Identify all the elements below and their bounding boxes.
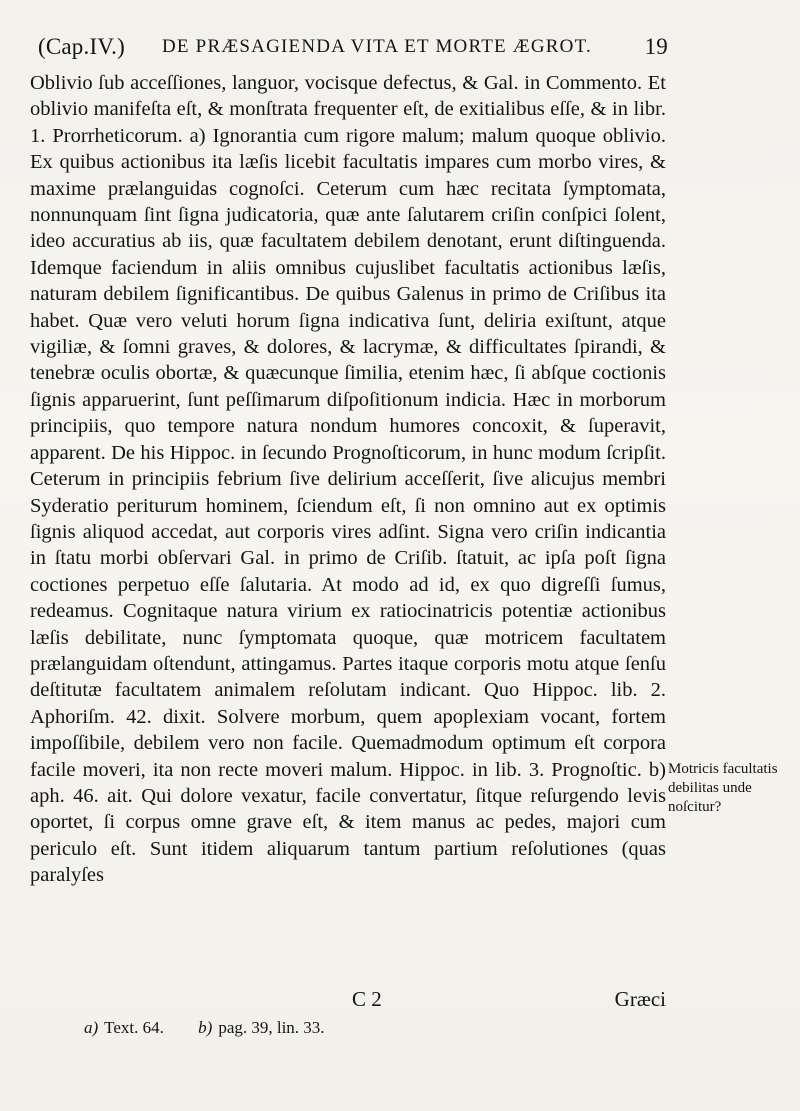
chapter-label: (Cap.IV.) bbox=[38, 34, 125, 59]
catchword: Græci bbox=[614, 987, 666, 1011]
body-text bbox=[30, 70, 666, 889]
footnote-mark: b) bbox=[198, 1018, 213, 1037]
footnote-text: pag. 39, lin. 33. bbox=[218, 1018, 325, 1037]
footnotes bbox=[84, 1015, 484, 1041]
main-paragraph: Oblivio ſub acceſſiones, languor, vocisque defectus, & Gal. in Commento. Et oblivio manifeſta eſt, & monſtrata frequenter eſt, de exitialibus eſſe, & in libr. 1. Prorrheticorum. a) Ignorantia cum rigore malum; malum quoque oblivio. Ex quibus actionibus ita læſis licebit facultatis impares cum morbo vires, & maxime prælanguidas cognoſci. Ceterum cum hæc recitata ſymptomata, nonnunquam ſint ſigna judicatoria, quæ ante ſalutarem criſin conſpici ſolent, ideo accuratius ab iis, quæ facultatem debilem denotant, erunt diſtinguenda. Idemque faciendum in aliis omnibus cujuslibet facultatis actionibus læſis, naturam debilem ſignificantibus. De quibus Galenus in primo de Criſibus ita habet. Quæ vero veluti horum ſigna indicativa ſunt, deliria exiſtunt, atque vigiliæ, & ſomni graves, & dolores, & lacrymæ, & difficultates ſpirandi, & tenebræ oculis obortæ, & quæcunque ſimilia, etenim hæc, ſi abſque coctionis ſignis apparuerint, ſunt peſſimarum diſpoſitionum indicia. Hæc in morborum principiis, quo tempore natura nondum humores concoxit, & ſuperavit, apparent. De his Hippoc. in ſecundo Prognoſticorum, in hunc modum ſcripſit. Ceterum in principiis febrium ſive delirium acceſſerit, ſive alicujus membri Syderatio periturum hominem, ſciendum eſt, ſi non omnino aut ex optimis ſignis aliquod accedat, aut corporis vires adſint. Signa vero criſin indicantia in ſtatu morbi obſervari Gal. in primo de Criſib. ſtatuit, ac ipſa poſt ſigna coctiones perpetuo eſſe ſalutaria. At modo ad id, ex quo digreſſi ſumus, redeamus. Cognitaque natura virium ex ratiocinatricis potentiæ actionibus læſis debilitate, nunc ſymptomata quoque, quæ motricem facultatem prælanguidam oſtendunt, attingamus. Partes itaque corporis motu atque ſenſu deſtitutæ facultatem animalem reſolutam indicant. Quo Hippoc. lib. 2. Aphoriſm. 42. dixit. Solvere morbum, quem apoplexiam vocant, fortem impoſſibile, debilem vero non facile. Quemadmodum optimum eſt corpora facile moveri, ita non recte moveri malum. Hippoc. in lib. 3. Prognoſtic. b) aph. 46. ait. Qui dolore vexatur, facile convertatur, ſitque reſurgendo levis oportet, ſi corpus omne grave eſt, & item manus ac pedes, majori cum periculo eſt. Sunt itidem aliquarum tantum partium reſolutiones (quas paralyſes bbox=[30, 72, 666, 887]
catch-line bbox=[30, 985, 666, 1013]
footnote-a bbox=[84, 1015, 164, 1041]
footnote-mark: a) bbox=[84, 1018, 99, 1037]
running-header bbox=[38, 30, 668, 64]
footnote-b bbox=[198, 1015, 324, 1041]
footnote-text: Text. 64. bbox=[104, 1018, 164, 1037]
page-number: 19 bbox=[644, 34, 668, 59]
running-title: DE PRÆSAGIENDA VITA ET MORTE ÆGROT. bbox=[162, 36, 592, 57]
signature-mark: C 2 bbox=[352, 987, 382, 1011]
marginal-note: Motricis facultatis debilitas unde noſcitur? bbox=[668, 761, 778, 815]
